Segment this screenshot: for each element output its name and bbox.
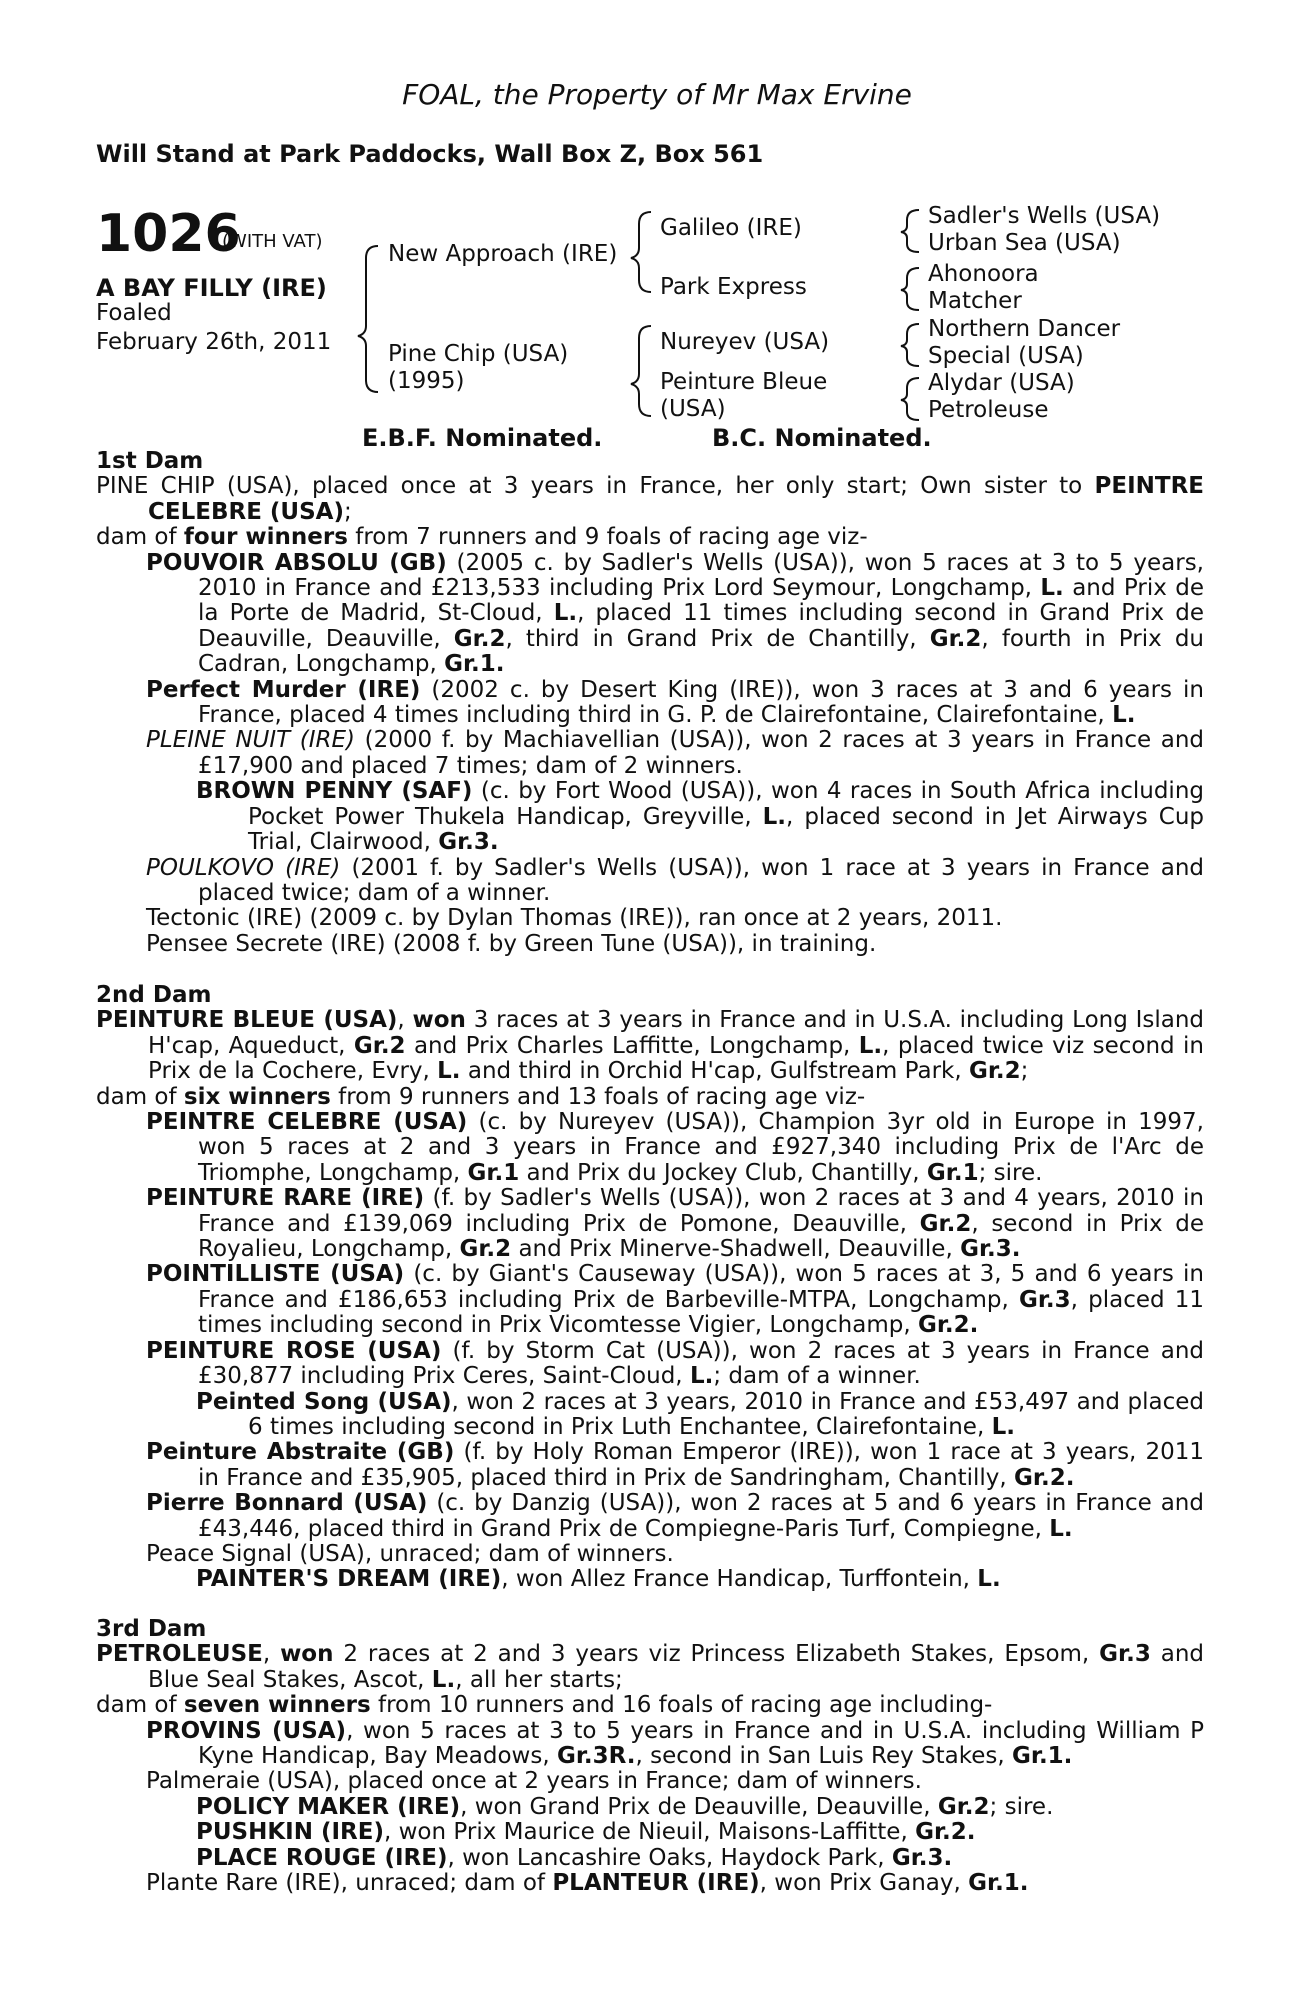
stand-location: Will Stand at Park Paddocks, Wall Box Z, Box 561	[96, 140, 764, 168]
second-dam-para: PEINTURE BLEUE (USA), won 3 races at 3 years in France and in U.S.A. including Long Island H'cap, Aqueduct, Gr.2 and Prix Charles Laffitte, Longchamp, L., placed twice viz second in Prix de la Cochere, Evry, L. and third in Orchid H'cap, Gulfstream Park, Gr.2;	[96, 1007, 1205, 1085]
first-dam-heading: 1st Dam	[96, 448, 204, 474]
g-sds: Ahonoora	[928, 261, 1039, 287]
first-dam-para: dam of four winners from 7 runners and 9 foals of racing age viz-	[96, 524, 868, 551]
third-dam-para: PROVINS (USA), won 5 races at 3 to 5 years in France and in U.S.A. including William P Kyne Handicap, Bay Meadows, Gr.3R., second in San Luis Rey Stakes, Gr.1.	[146, 1717, 1204, 1770]
bracket-ss	[901, 210, 919, 252]
second-dam-para: Peinture Abstraite (GB) (f. by Holy Roman Emperor (IRE)), won 1 race at 3 years, 2011 in France and £35,905, placed third in Prix de Sandringham, Chantilly, Gr.2.	[146, 1439, 1204, 1491]
catalogue-heading: FOAL, the Property of Mr Max Ervine	[402, 78, 912, 111]
dam-dam: Peinture Bleue	[660, 369, 828, 395]
third-dam-para: Palmeraie (USA), placed once at 2 years in France; dam of winners.	[146, 1768, 922, 1795]
first-dam-para: POUVOIR ABSOLU (GB) (2005 c. by Sadler's Wells (USA)), won 5 races at 3 to 5 years, 2010 in France and £213,533 including Prix Lord Seymour, Longchamp, L. and Prix de la Porte de Madrid, St-Cloud, L., placed 11 times including second in Grand Prix de Deauville, Deauville, Gr.2, third in Grand Prix de Chantilly, Gr.2, fourth in Prix du Cadran, Longchamp, Gr.1.	[146, 549, 1205, 678]
third-dam-para: dam of seven winners from 10 runners and 16 foals of racing age including-	[96, 1692, 993, 1719]
second-dam-para: Peinted Song (USA), won 2 races at 3 years, 2010 in France and £53,497 and placed 6 times including second in Prix Luth Enchantee, Clairefontaine, L.	[196, 1388, 1204, 1440]
dam-sire: Nureyev (USA)	[660, 329, 830, 355]
first-dam-para: Tectonic (IRE) (2009 c. by Dylan Thomas (IRE)), ran once at 2 years, 2011.	[146, 905, 1003, 932]
third-dam-para: PLACE ROUGE (IRE), won Lancashire Oaks, Haydock Park, Gr.3.	[196, 1844, 953, 1871]
g-ddd: Petroleuse	[928, 397, 1049, 423]
dam-year: (1995)	[388, 368, 465, 394]
g-sss: Sadler's Wells (USA)	[928, 203, 1161, 229]
first-dam-para: POULKOVO (IRE) (2001 f. by Sadler's Wells (USA)), won 1 race at 3 years in France and placed twice; dam of a winner.	[146, 854, 1204, 906]
sire: New Approach (IRE)	[388, 241, 618, 267]
ebf-nominated: E.B.F. Nominated.	[362, 424, 603, 452]
first-dam-para: PINE CHIP (USA), placed once at 3 years in France, her only start; Own sister to PEINTRE CELEBRE (USA);	[96, 473, 1204, 525]
second-dam-para: Pierre Bonnard (USA) (c. by Danzig (USA)), won 2 races at 5 and 6 years in France and £43,446, placed third in Grand Prix de Compiegne-Paris Turf, Compiegne, L.	[146, 1490, 1204, 1542]
vat-note: (WITH VAT)	[222, 231, 323, 252]
sire-sire: Galileo (IRE)	[660, 215, 802, 241]
horse-name: A BAY FILLY (IRE)	[96, 274, 327, 302]
bracket-sd	[901, 268, 919, 310]
second-dam-section	[96, 983, 1204, 1593]
third-dam-para: PUSHKIN (IRE), won Prix Maurice de Nieuil, Maisons-Laffitte, Gr.2.	[196, 1819, 976, 1846]
second-dam-para: PEINTURE ROSE (USA) (f. by Storm Cat (USA)), won 2 races at 3 years in France and £30,877 including Prix Ceres, Saint-Cloud, L.; dam of a winner.	[146, 1337, 1204, 1390]
second-dam-para: PEINTRE CELEBRE (USA) (c. by Nureyev (USA)), Champion 3yr old in Europe in 1997, won 5 races at 2 and 3 years in France and £927,340 including Prix de l'Arc de Triomphe, Longchamp, Gr.1 and Prix du Jockey Club, Chantilly, Gr.1; sire.	[146, 1109, 1204, 1186]
g-sdd: Matcher	[928, 288, 1022, 314]
bracket-foal	[358, 246, 378, 392]
g-dsd: Special (USA)	[928, 343, 1084, 369]
dam-dam-country: (USA)	[660, 396, 726, 422]
third-dam-heading: 3rd Dam	[96, 1616, 207, 1642]
first-dam-para: BROWN PENNY (SAF) (c. by Fort Wood (USA)), won 4 races in South Africa including Pocket Power Thukela Handicap, Greyville, L., placed second in Jet Airways Cup Trial, Clairwood, Gr.3.	[196, 778, 1204, 856]
second-dam-para: Peace Signal (USA), unraced; dam of winners.	[146, 1540, 674, 1567]
first-dam-para: Pensee Secrete (IRE) (2008 f. by Green Tune (USA)), in training.	[146, 930, 877, 957]
bracket-dd	[901, 378, 919, 420]
first-dam-para: PLEINE NUIT (IRE) (2000 f. by Machiavellian (USA)), won 2 races at 3 years in France and £17,900 and placed 7 times; dam of 2 winners.	[146, 727, 1204, 779]
dam: Pine Chip (USA)	[388, 341, 569, 367]
bracket-ds	[901, 324, 919, 366]
first-dam-para: Perfect Murder (IRE) (2002 c. by Desert King (IRE)), won 3 races at 3 and 6 years in France, placed 4 times including third in G. P. de Clairefontaine, Clairefontaine, L.	[146, 676, 1204, 729]
second-dam-para: PEINTURE RARE (IRE) (f. by Sadler's Wells (USA)), won 2 races at 3 and 4 years, 2010 in France and £139,069 including Prix de Pomone, Deauville, Gr.2, second in Prix de Royalieu, Longchamp, Gr.2 and Prix Minerve-Shadwell, Deauville, Gr.3.	[146, 1185, 1204, 1263]
second-dam-para: POINTILLISTE (USA) (c. by Giant's Causeway (USA)), won 5 races at 3, 5 and 6 years in France and £186,653 including Prix de Barbeville-MTPA, Longchamp, Gr.3, placed 11 times including second in Prix Vicomtesse Vigier, Longchamp, Gr.2.	[146, 1261, 1205, 1339]
third-dam-para: Plante Rare (IRE), unraced; dam of PLANTEUR (IRE), won Prix Ganay, Gr.1.	[146, 1870, 1029, 1897]
lot-number: 1026	[96, 204, 241, 264]
g-dds: Alydar (USA)	[928, 370, 1075, 396]
third-dam-section	[96, 1617, 1204, 1896]
sire-dam: Park Express	[660, 274, 807, 300]
second-dam-para: dam of six winners from 9 runners and 13 foals of racing age viz-	[96, 1083, 866, 1110]
first-dam-section	[96, 449, 1204, 957]
third-dam-para: POLICY MAKER (IRE), won Grand Prix de Deauville, Deauville, Gr.2; sire.	[196, 1793, 1054, 1820]
bc-nominated: B.C. Nominated.	[712, 424, 932, 452]
foaled-date: February 26th, 2011	[96, 329, 332, 355]
g-ssd: Urban Sea (USA)	[928, 230, 1121, 256]
g-dss: Northern Dancer	[928, 316, 1121, 342]
bracket-sire	[631, 212, 651, 292]
second-dam-heading: 2nd Dam	[96, 982, 212, 1008]
second-dam-para: PAINTER'S DREAM (IRE), won Allez France Handicap, Turffontein, L.	[196, 1566, 1001, 1593]
bracket-dam	[631, 326, 651, 416]
foaled-label: Foaled	[96, 300, 172, 326]
third-dam-para: PETROLEUSE, won 2 races at 2 and 3 years viz Princess Elizabeth Stakes, Epsom, Gr.3 and Blue Seal Stakes, Ascot, L., all her starts;	[96, 1641, 1205, 1693]
